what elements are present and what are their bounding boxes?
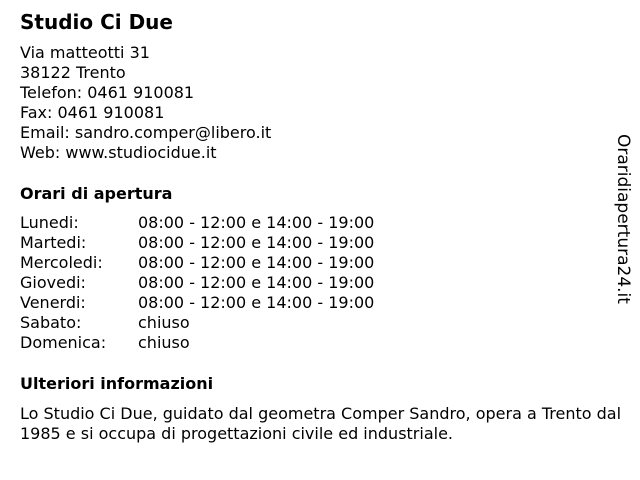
hours-row	[20, 233, 374, 253]
fax-line: Fax: 0461 910081	[20, 103, 165, 122]
opening-hours-table	[20, 213, 374, 353]
hours-day: Mercoledi:	[20, 253, 103, 272]
watermark-text: Oraridiapertura24.it	[613, 134, 633, 304]
hours-time: 08:00 - 12:00 e 14:00 - 19:00	[138, 293, 375, 312]
web-line: Web: www.studiocidue.it	[20, 143, 217, 162]
hours-day: Giovedi:	[20, 273, 86, 292]
hours-row	[20, 293, 374, 313]
hours-day: Venerdi:	[20, 293, 86, 312]
hours-time: 08:00 - 12:00 e 14:00 - 19:00	[138, 233, 375, 252]
contact-block	[20, 43, 271, 163]
additional-info-text: Lo Studio Ci Due, guidato dal geometra Comper Sandro, opera a Trento dal 1985 e si occupa di progettazioni civile ed industriale.	[20, 404, 622, 443]
additional-info-heading: Ulteriori informazioni	[20, 374, 214, 393]
address-street: Via matteotti 31	[20, 43, 150, 62]
hours-day: Martedi:	[20, 233, 87, 252]
hours-time: 08:00 - 12:00 e 14:00 - 19:00	[138, 273, 375, 292]
email-line: Email: sandro.comper@libero.it	[20, 123, 272, 142]
hours-day: Sabato:	[20, 313, 82, 332]
hours-day: Lunedi:	[20, 213, 79, 232]
address-city: 38122 Trento	[20, 63, 126, 82]
phone-line: Telefon: 0461 910081	[20, 83, 195, 102]
site-watermark	[612, 134, 636, 314]
hours-row	[20, 213, 374, 233]
hours-time: 08:00 - 12:00 e 14:00 - 19:00	[138, 253, 375, 272]
hours-row	[20, 273, 374, 293]
business-name: Studio Ci Due	[20, 10, 173, 34]
hours-row	[20, 253, 374, 273]
hours-time: 08:00 - 12:00 e 14:00 - 19:00	[138, 213, 375, 232]
hours-time: chiuso	[138, 313, 190, 332]
hours-day: Domenica:	[20, 333, 107, 352]
hours-row	[20, 313, 374, 333]
opening-hours-heading: Orari di apertura	[20, 184, 173, 203]
hours-time: chiuso	[138, 333, 190, 352]
hours-row	[20, 333, 374, 353]
